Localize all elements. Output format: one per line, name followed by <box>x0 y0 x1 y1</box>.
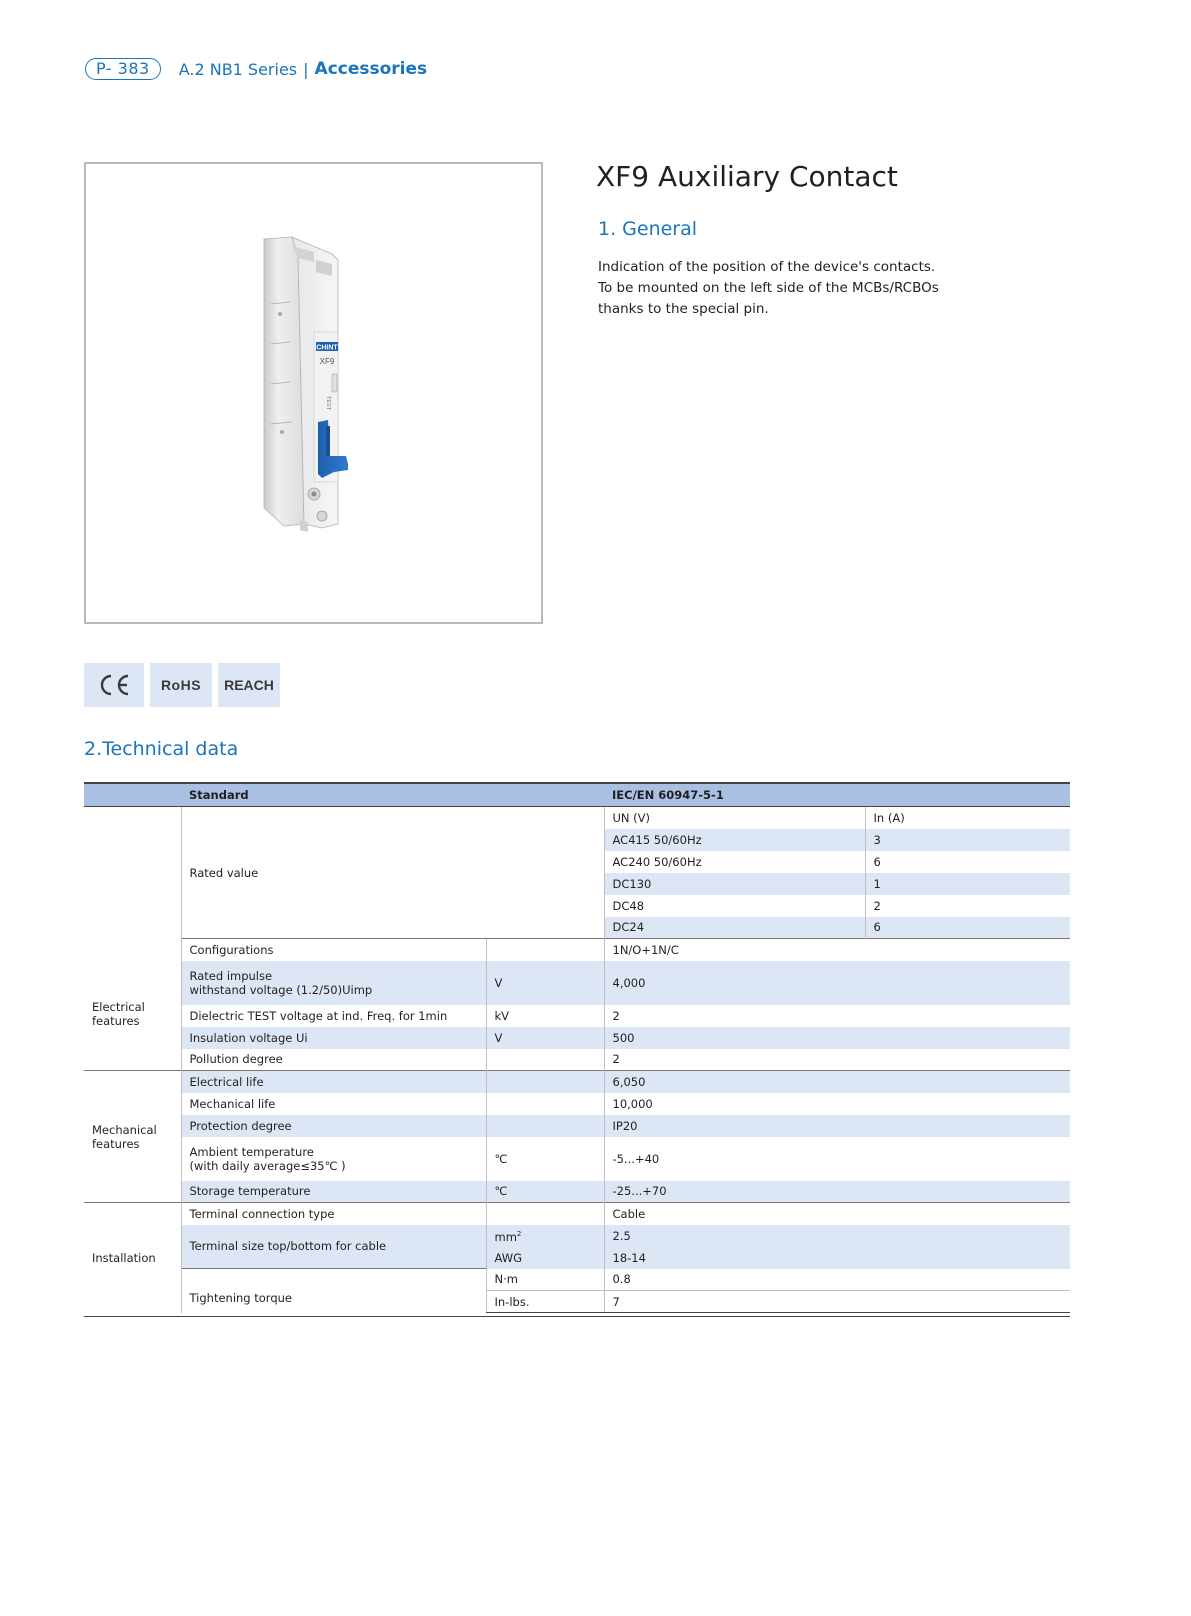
rated-col-in: In (A) <box>873 810 905 825</box>
table-row <box>84 1005 1070 1027</box>
table-header-row <box>84 783 1070 807</box>
table-cell <box>486 1093 604 1115</box>
table-cell: kV <box>486 1005 604 1027</box>
table-cell: Cable <box>604 1203 1070 1225</box>
page-header <box>85 56 427 82</box>
table-cell: 6 <box>865 917 1070 939</box>
table-cell: 1N/O+1N/C <box>604 939 1070 961</box>
table-cell: Ambient temperature (with daily average≤35℃ ) <box>189 1144 346 1173</box>
table-bottom-rule <box>84 1316 1070 1317</box>
general-line: thanks to the special pin. <box>598 301 769 317</box>
table-cell: 3 <box>865 829 1070 851</box>
table-cell: AC415 50/60Hz <box>604 829 865 851</box>
table-cell: ℃ <box>486 1181 604 1203</box>
ce-mark <box>84 663 144 707</box>
table-cell: 10,000 <box>612 1096 653 1111</box>
table-cell: Terminal connection type <box>181 1203 486 1225</box>
product-image <box>86 164 541 622</box>
rated-value-label: Rated value <box>181 807 604 939</box>
table-cell: Storage temperature <box>181 1181 486 1203</box>
table-row <box>84 1269 1070 1291</box>
table-cell: V <box>486 1027 604 1049</box>
series-label: A.2 NB1 Series <box>178 59 298 79</box>
table-cell: AC240 50/60Hz <box>604 851 865 873</box>
table-cell: V <box>486 961 604 1005</box>
product-image-frame <box>84 162 543 624</box>
table-cell: Terminal size top/bottom for cable <box>181 1225 486 1269</box>
table-row <box>84 939 1070 961</box>
image-model-label: XF9 <box>319 357 335 366</box>
page-number: P- 383 <box>85 58 161 80</box>
table-cell: IP20 <box>604 1115 1070 1137</box>
table-cell: AWG <box>486 1247 604 1269</box>
table-cell: Tightening torque <box>181 1269 486 1313</box>
group-mechanical: Mechanical features <box>84 1071 181 1203</box>
table-cell: 6 <box>873 854 881 869</box>
table-row <box>84 1093 1070 1115</box>
table-cell: 0.8 <box>604 1269 1070 1291</box>
table-row <box>84 1071 1070 1093</box>
rohs-badge: RoHS <box>150 663 212 707</box>
table-cell: Dielectric TEST voltage at ind. Freq. for 1min <box>189 1008 448 1023</box>
certification-badges <box>84 663 286 707</box>
table-cell: Configurations <box>181 939 486 961</box>
table-cell <box>486 939 604 961</box>
table-cell: DC48 <box>604 895 865 917</box>
ce-mark-icon <box>97 673 131 697</box>
table-cell: $mm^2$ <box>486 1225 604 1247</box>
general-heading: 1. General <box>598 218 698 240</box>
table-cell: ℃ <box>486 1137 604 1181</box>
table-row <box>84 1181 1070 1203</box>
reach-badge: REACH <box>218 663 280 707</box>
table-cell: DC130 <box>604 873 865 895</box>
table-cell: 6,050 <box>604 1071 1070 1093</box>
standard-value: IEC/EN 60947-5-1 <box>604 783 1070 807</box>
table-cell <box>486 1203 604 1225</box>
table-row <box>84 961 1070 1005</box>
table-row <box>84 1049 1070 1071</box>
rated-col-un: UN (V) <box>604 807 865 829</box>
technical-heading: 2.Technical data <box>84 738 239 760</box>
section-label: Accessories <box>314 59 428 79</box>
image-brand-label: CHINT <box>316 344 338 352</box>
table-cell: -25...+70 <box>604 1181 1070 1203</box>
table-cell: N·m <box>486 1269 604 1291</box>
table-cell: 2 <box>873 898 881 913</box>
table-cell: 2 <box>612 1052 620 1067</box>
table-cell: 2.5 <box>604 1225 1070 1247</box>
general-description <box>598 257 998 320</box>
table-cell <box>486 1115 604 1137</box>
table-row <box>84 1203 1070 1225</box>
table-cell: Insulation voltage Ui <box>181 1027 486 1049</box>
table-cell: 18-14 <box>604 1247 1070 1269</box>
table-cell: -5...+40 <box>612 1151 660 1166</box>
table-row <box>84 1225 1070 1247</box>
table-row <box>84 1115 1070 1137</box>
table-row <box>84 807 1070 829</box>
standard-label: Standard <box>181 783 604 807</box>
table-cell <box>486 1071 604 1093</box>
table-cell: 500 <box>604 1027 1070 1049</box>
table-cell: In-lbs. <box>486 1291 604 1313</box>
table-cell: DC24 <box>604 917 865 939</box>
table-cell <box>486 1049 604 1071</box>
table-cell: Pollution degree <box>189 1052 283 1067</box>
table-cell: 2 <box>612 1008 620 1023</box>
table-cell: Protection degree <box>181 1115 486 1137</box>
table-cell: Rated impulse withstand voltage (1.2/50)Uimp <box>181 961 486 1005</box>
table-cell: Mechanical life <box>189 1096 276 1111</box>
table-cell: 4,000 <box>604 961 1070 1005</box>
table-cell: 7 <box>604 1291 1070 1313</box>
table-row <box>84 1137 1070 1181</box>
technical-data-table <box>84 782 1070 1313</box>
header-separator: | <box>303 59 309 79</box>
group-electrical: Electrical features <box>84 807 181 1071</box>
general-line: Indication of the position of the device's contacts. <box>598 259 936 275</box>
image-test-label: TEST <box>325 396 331 411</box>
table-cell: Electrical life <box>181 1071 486 1093</box>
group-installation: Installation <box>84 1203 181 1313</box>
table-row <box>84 1027 1070 1049</box>
table-cell: 1 <box>865 873 1070 895</box>
product-title: XF9 Auxiliary Contact <box>596 160 898 193</box>
general-line: To be mounted on the left side of the MCBs/RCBOs <box>598 280 939 296</box>
